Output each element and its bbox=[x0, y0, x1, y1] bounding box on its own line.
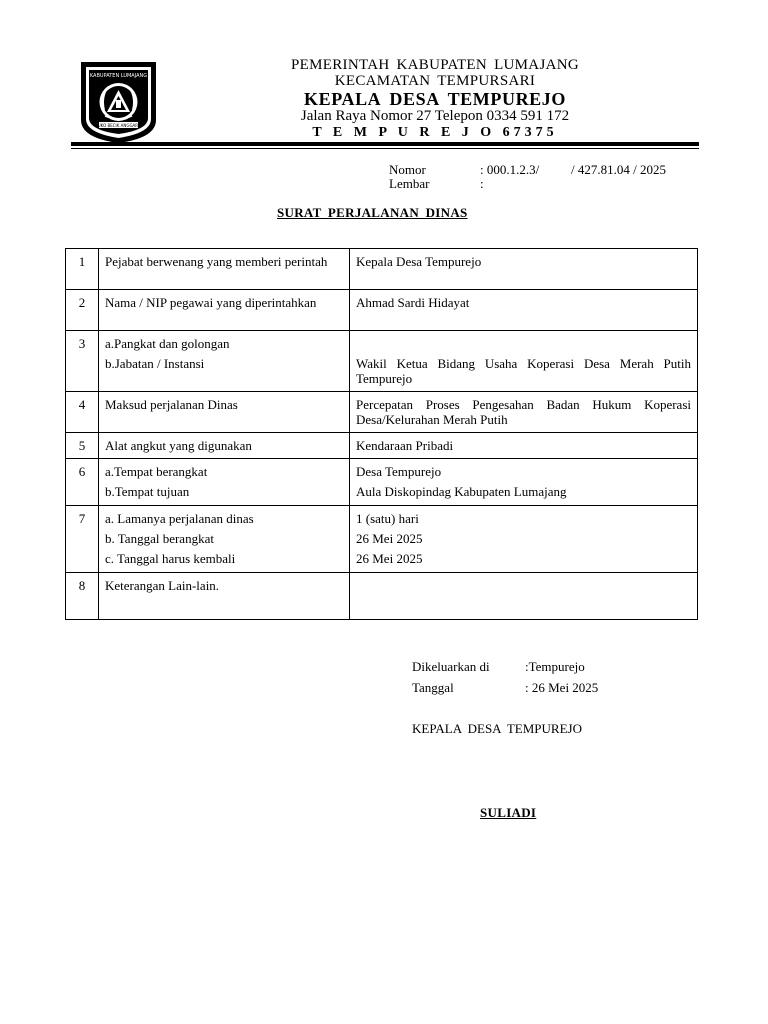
letterhead-office: KEPALA DESA TEMPUREJO bbox=[304, 89, 566, 109]
row-number: 1 bbox=[66, 249, 99, 290]
row-number: 4 bbox=[66, 392, 99, 433]
nomor-suffix: / 427.81.04 / 2025 bbox=[571, 162, 666, 177]
row-number: 3 bbox=[66, 331, 99, 392]
row-label-a: a.Pangkat dan golongan bbox=[105, 336, 230, 351]
table-row bbox=[66, 249, 698, 290]
row-value bbox=[350, 573, 698, 620]
letterhead-postal: T E M P U R E J O 67375 bbox=[312, 125, 558, 140]
letterhead-district: KECAMATAN TEMPURSARI bbox=[334, 73, 536, 89]
row-value-c: 26 Mei 2025 bbox=[356, 551, 423, 566]
row-value bbox=[350, 506, 698, 573]
letterhead-government: PEMERINTAH KABUPATEN LUMAJANG bbox=[291, 57, 579, 73]
row-value bbox=[350, 331, 698, 392]
table-row bbox=[66, 459, 698, 506]
logo-top-text: KABUPATEN LUMAJANG bbox=[89, 73, 148, 79]
lumajang-seal-icon bbox=[79, 60, 158, 144]
issued-value: :Tempurejo bbox=[525, 659, 585, 674]
row-label-c: c. Tanggal harus kembali bbox=[105, 551, 236, 566]
row-label-b: b. Tanggal berangkat bbox=[105, 531, 214, 546]
row-value-a: Desa Tempurejo bbox=[356, 464, 442, 479]
row-label-a: a. Lamanya perjalanan dinas bbox=[105, 511, 254, 526]
row-label: Maksud perjalanan Dinas bbox=[99, 392, 350, 433]
signatory-name: SULIADI bbox=[480, 805, 537, 820]
row-label: Pejabat berwenang yang memberi perintah bbox=[99, 249, 350, 290]
row-label bbox=[99, 459, 350, 506]
row-value: Ahmad Sardi Hidayat bbox=[350, 290, 698, 331]
row-value-a bbox=[356, 336, 691, 351]
document-title: SURAT PERJALANAN DINAS bbox=[277, 205, 468, 220]
table-row bbox=[66, 433, 698, 459]
row-value bbox=[350, 459, 698, 506]
nomor-value: : 000.1.2.3/ bbox=[480, 162, 540, 177]
row-label-a: a.Tempat berangkat bbox=[105, 464, 208, 479]
date-label: Tanggal bbox=[412, 680, 454, 695]
row-number: 8 bbox=[66, 573, 99, 620]
row-label-b: b.Tempat tujuan bbox=[105, 484, 190, 499]
row-value-b: 26 Mei 2025 bbox=[356, 531, 423, 546]
travel-order-table bbox=[65, 248, 698, 620]
table-row bbox=[66, 506, 698, 573]
letterhead-divider-thin bbox=[71, 148, 699, 149]
row-value-b: Aula Diskopindag Kabupaten Lumajang bbox=[356, 484, 567, 499]
row-number: 5 bbox=[66, 433, 99, 459]
signatory-position: KEPALA DESA TEMPUREJO bbox=[412, 721, 582, 736]
row-value: Kepala Desa Tempurejo bbox=[350, 249, 698, 290]
table-row bbox=[66, 331, 698, 392]
date-value: : 26 Mei 2025 bbox=[525, 680, 599, 695]
table-row bbox=[66, 290, 698, 331]
row-label: Keterangan Lain-lain. bbox=[99, 573, 350, 620]
row-number: 6 bbox=[66, 459, 99, 506]
lembar-value: : bbox=[480, 176, 484, 191]
row-value: Percepatan Proses Pengesahan Badan Hukum Koperasi Desa/Kelurahan Merah Putih bbox=[350, 392, 698, 433]
nomor-label: Nomor bbox=[389, 162, 426, 177]
row-value-b: Wakil Ketua Bidang Usaha Koperasi Desa Merah Putih Tempurejo bbox=[356, 356, 691, 386]
row-label bbox=[99, 331, 350, 392]
issued-label: Dikeluarkan di bbox=[412, 659, 490, 674]
letterhead-divider-thick bbox=[71, 142, 699, 146]
regency-logo bbox=[79, 60, 158, 144]
row-value: Kendaraan Pribadi bbox=[350, 433, 698, 459]
row-label-b: b.Jabatan / Instansi bbox=[105, 356, 205, 371]
row-label: Alat angkut yang digunakan bbox=[99, 433, 350, 459]
lembar-label: Lembar bbox=[389, 176, 430, 191]
logo-bottom-text: SUKO BECIK ANGGARIS bbox=[95, 122, 142, 128]
row-value-a: 1 (satu) hari bbox=[356, 511, 419, 526]
table-row bbox=[66, 392, 698, 433]
row-label bbox=[99, 506, 350, 573]
letterhead-address: Jalan Raya Nomor 27 Telepon 0334 591 172 bbox=[300, 108, 570, 124]
row-number: 7 bbox=[66, 506, 99, 573]
row-number: 2 bbox=[66, 290, 99, 331]
row-label: Nama / NIP pegawai yang diperintahkan bbox=[99, 290, 350, 331]
table-row bbox=[66, 573, 698, 620]
